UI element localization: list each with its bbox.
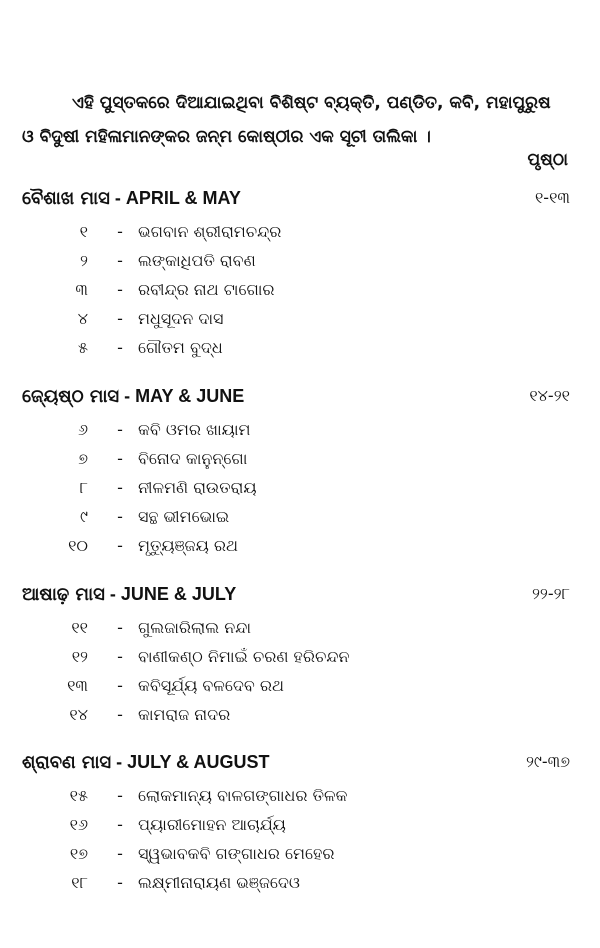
entry-name: ସ୍ୱଭାବକବି ଗଙ୍ଗାଧର ମେହେର (138, 843, 335, 863)
entry-number: ୧୧ (71, 617, 88, 637)
list-item (22, 444, 570, 473)
entry-dash: - (117, 222, 123, 241)
entry-name: ବାଣୀକଣ୍ଠ ନିମାଇଁ ଚରଣ ହରିଚନ୍ଦନ (138, 646, 350, 666)
section-page-range: ୨୨-୨୮ (531, 584, 570, 603)
entry-dash: - (117, 449, 123, 468)
entry-name: ଲଙ୍କାଧିପତି ରାବଣ (138, 250, 256, 270)
list-item (22, 333, 570, 362)
section-title (22, 188, 241, 209)
page-column-label: ପୃଷ୍ଠା (527, 150, 568, 170)
list-item (22, 502, 570, 531)
section-month-english: - MAY & JUNE (119, 385, 245, 406)
section-title (22, 386, 244, 407)
entry-dash: - (117, 676, 123, 695)
entry-number: ୯ (80, 506, 88, 526)
list-item (22, 531, 570, 560)
entry-dash: - (117, 844, 123, 863)
entry-dash: - (117, 873, 123, 892)
section-month-english: - JUNE & JULY (104, 583, 237, 604)
list-item (22, 642, 570, 671)
list-item (22, 304, 570, 333)
entry-number: ୫ (78, 337, 88, 357)
section-header (22, 183, 570, 213)
entry-dash: - (117, 251, 123, 270)
list-item (22, 839, 570, 868)
entry-number: ୧୨ (71, 646, 88, 666)
section-header (22, 747, 570, 777)
entry-dash: - (117, 647, 123, 666)
intro-paragraph (22, 86, 582, 154)
month-section-baisakh (22, 183, 570, 362)
section-month-english: - JULY & AUGUST (111, 751, 270, 772)
month-section-ashadha (22, 579, 570, 729)
entry-number: ୨ (80, 250, 88, 270)
entry-number: ୧୩ (67, 675, 88, 695)
entry-dash: - (117, 420, 123, 439)
entry-name: କବିସୂର୍ଯ୍ୟ ବଳଦେବ ରଥ (138, 675, 284, 695)
list-item (22, 868, 570, 897)
entry-number: ୧୮ (71, 872, 88, 892)
section-month-odia: ଆଷାଢ଼ ମାସ (22, 583, 105, 605)
entry-number: ୧ (79, 221, 88, 241)
entry-number: ୬ (77, 419, 88, 439)
month-section-shravana (22, 747, 570, 897)
section-month-odia: ଜ୍ୟେଷ୍ଠ ମାସ (22, 385, 120, 407)
entry-dash: - (117, 309, 123, 328)
entry-name: ସନ୍ଥ ଭୀମଭୋଇ (138, 506, 230, 526)
entry-number: ୮ (79, 477, 88, 497)
list-item (22, 613, 570, 642)
entry-dash: - (117, 815, 123, 834)
entry-name: କବି ଓମର ଖାୟାମ (138, 419, 251, 439)
list-item (22, 700, 570, 729)
month-section-jyeshtha (22, 381, 570, 560)
entry-name: ବିନୋଦ କାନୁନ୍‌ଗୋ (138, 448, 248, 468)
entry-name: ଲକ୍ଷ୍ମୀନାରାୟଣ ଭଞ୍ଜଦେଓ (138, 872, 300, 892)
entry-name: ଗୁଲଜାରିଲାଲ ନନ୍ଦା (138, 617, 251, 637)
entry-dash: - (117, 705, 123, 724)
entry-name: ନୀଳମଣି ରାଉତରାୟ (138, 477, 257, 497)
intro-line-1: ଏହି ପୁସ୍ତକରେ ଦିଆଯାଇଥିବା ବିଶିଷ୍ଟ ବ୍ୟକ୍ତି, ପଣ୍ଡିତ, କବି, ମହାପୁରୁଷ (72, 93, 551, 113)
entry-list (22, 415, 570, 560)
entry-name: ଗୌତମ ବୁଦ୍ଧ (138, 337, 223, 357)
entry-name: ଲୋକମାନ୍ୟ ବାଳଗଙ୍ଗାଧର ତିଳକ (138, 785, 348, 805)
list-item (22, 217, 570, 246)
section-month-odia: ଶ୍ରାବଣ ମାସ (22, 751, 112, 773)
list-item (22, 473, 570, 502)
section-header (22, 579, 570, 609)
entry-number: ୧୭ (69, 843, 88, 863)
entry-name: ରବୀନ୍ଦ୍ର ନାଥ ଟାଗୋର (138, 279, 275, 299)
entry-number: ୩ (75, 279, 88, 299)
section-month-english: - APRIL & MAY (109, 187, 241, 208)
list-item (22, 246, 570, 275)
section-title (22, 752, 270, 773)
entry-dash: - (117, 536, 123, 555)
entry-dash: - (117, 280, 123, 299)
entry-name: ମଧୁସୂଦନ ଦାସ (138, 308, 224, 328)
entry-list (22, 613, 570, 729)
entry-number: ୭ (78, 448, 88, 468)
section-page-range: ୧-୧୩ (534, 188, 570, 207)
section-page-range: ୧୪-୨୧ (529, 386, 570, 405)
entry-dash: - (117, 507, 123, 526)
entry-name: ମୃତ୍ୟୁଞ୍ଜୟ ରଥ (138, 535, 238, 555)
entry-dash: - (117, 618, 123, 637)
entry-list (22, 217, 570, 362)
list-item (22, 415, 570, 444)
entry-number: ୧୦ (68, 535, 88, 555)
intro-line-2: ଓ ବିଦୁଷୀ ମହିଳାମାନଙ୍କର ଜନ୍ମ କୋଷ୍ଠୀର ଏକ ସୂଚୀ ତାଲିକା । (22, 127, 431, 147)
entry-number: ୧୪ (69, 704, 88, 724)
entry-dash: - (117, 786, 123, 805)
entry-list (22, 781, 570, 897)
entry-dash: - (117, 478, 123, 497)
entry-number: ୧୫ (69, 785, 88, 805)
section-title (22, 584, 236, 605)
entry-dash: - (117, 338, 123, 357)
list-item (22, 275, 570, 304)
section-month-odia: ବୈଶାଖ ମାସ (22, 187, 110, 209)
section-header (22, 381, 570, 411)
entry-number: ୪ (77, 308, 88, 328)
list-item (22, 781, 570, 810)
list-item (22, 671, 570, 700)
entry-number: ୧୬ (69, 814, 88, 834)
section-page-range: ୨୯-୩୭ (525, 752, 570, 771)
list-item (22, 810, 570, 839)
entry-name: ଭଗବାନ ଶ୍ରୀରାମଚନ୍ଦ୍ର (138, 221, 282, 241)
entry-name: ପ୍ୟାରୀମୋହନ ଆଚାର୍ଯ୍ୟ (138, 814, 286, 834)
entry-name: କାମରାଜ ନାଦର (138, 704, 231, 724)
